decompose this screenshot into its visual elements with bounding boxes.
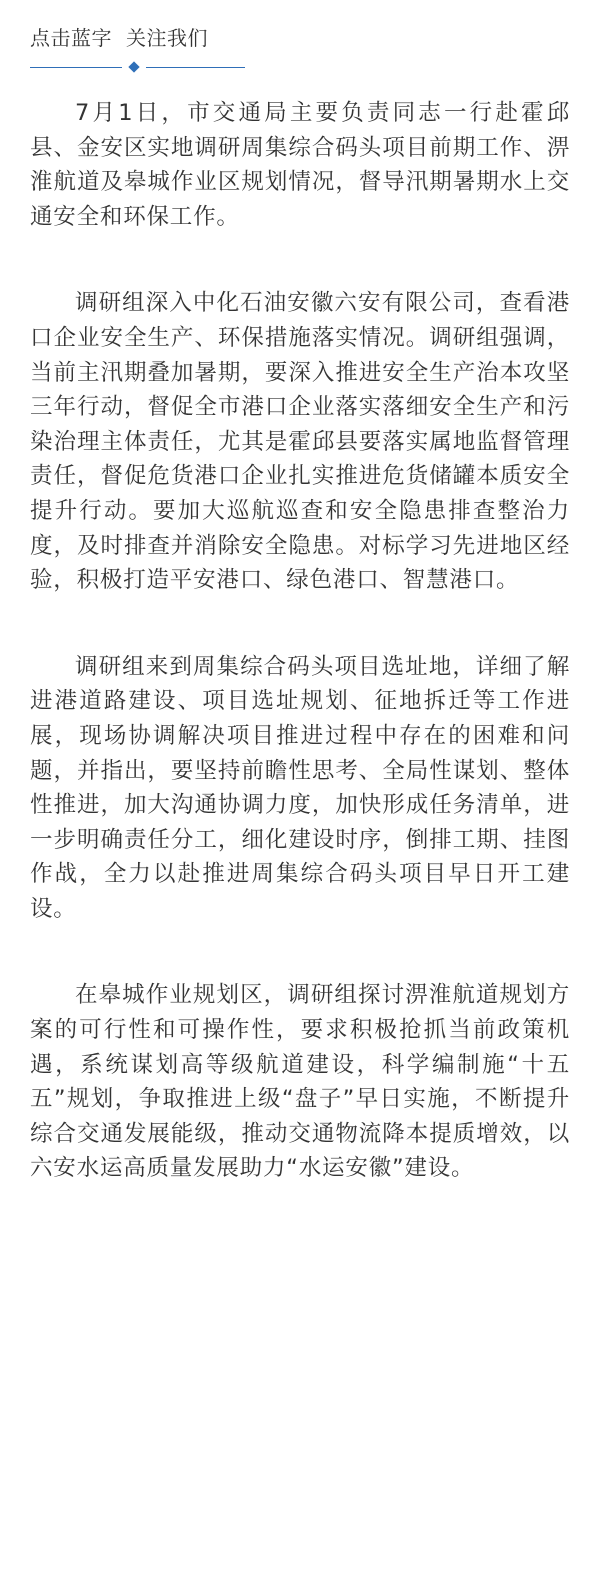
follow-header [30,22,250,72]
article-paragraph: 在皋城作业规划区，调研组探讨淠淮航道规划方案的可行性和可操作性，要求积极抢抓当前政策机遇，系统谋划高等级航道建设，科学编制施“十五五”规划，争取推进上级“盘子”早日实施，不断提升综合交通发展能级，推动交通物流降本提质增效，以六安水运高质量发展助力“水运安徽”建设。 [30,982,570,1182]
divider-line-left [30,67,122,68]
article-paragraph: 7月1日，市交通局主要负责同志一行赴霍邱县、金安区实地调研周集综合码头项目前期工作、淠淮航道及皋城作业区规划情况，督导汛期暑期水上交通安全和环保工作。 [30,100,570,230]
article-paragraph: 调研组深入中化石油安徽六安有限公司，查看港口企业安全生产、环保措施落实情况。调研组强调，当前主汛期叠加暑期，要深入推进安全生产治本攻坚三年行动，督促全市港口企业落实落细安全生产和污染治理主体责任，尤其是霍邱县要落实属地监督管理责任，督促危货港口企业扎实推进危货储罐本质安全提升行动。要加大巡航巡查和安全隐患排查整治力度，及时排查并消除安全隐患。对标学习先进地区经验，积极打造平安港口、绿色港口、智慧港口。 [30,290,570,594]
divider-line-right [146,67,245,68]
header-divider [30,62,245,74]
article-body [30,96,570,1186]
follow-prompt[interactable] [30,22,208,54]
click-blue-text-label: 点击蓝字 [30,26,112,50]
diamond-icon [128,61,139,72]
follow-us-label: 关注我们 [126,26,208,50]
article-paragraph: 调研组来到周集综合码头项目选址地，详细了解进港道路建设、项目选址规划、征地拆迁等工作进展，现场协调解决项目推进过程中存在的困难和问题，并指出，要坚持前瞻性思考、全局性谋划、整体性推进，加大沟通协调力度，加快形成任务清单，进一步明确责任分工，细化建设时序，倒排工期、挂图作战，全力以赴推进周集综合码头项目早日开工建设。 [30,653,570,922]
